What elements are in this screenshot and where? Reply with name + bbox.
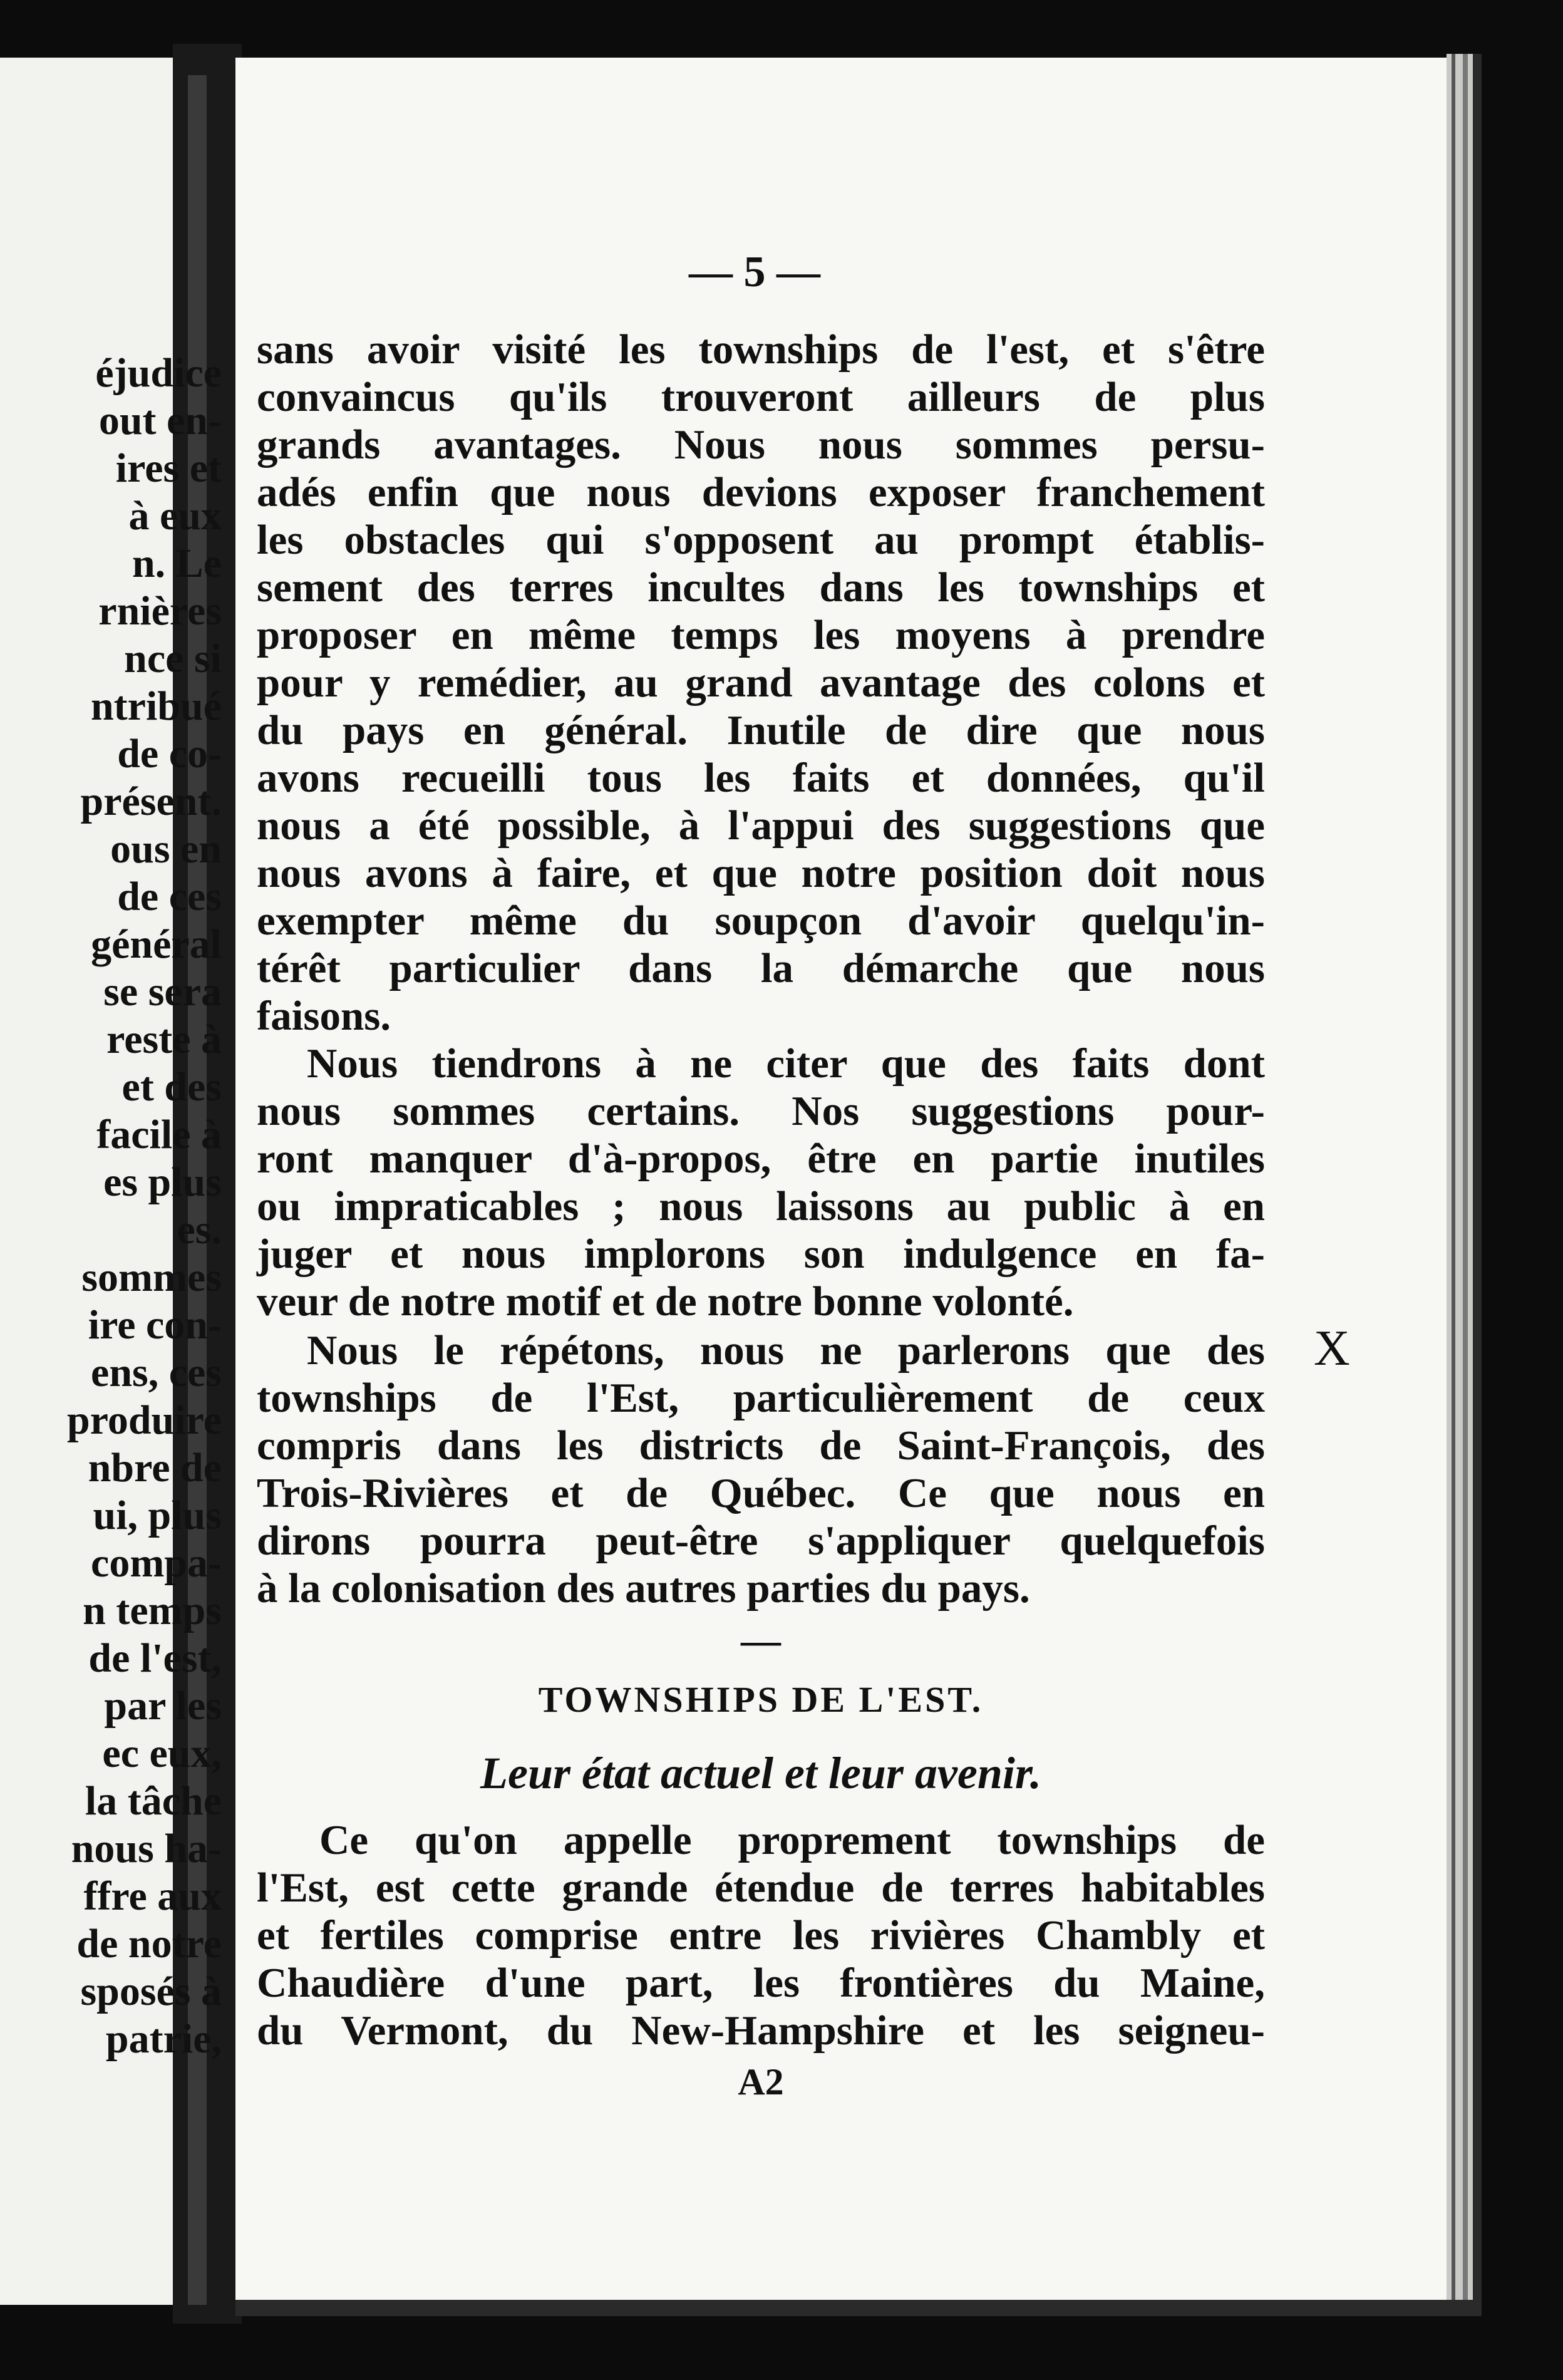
paragraph-1-line: avons recueilli tous les faits et données, qu'il: [257, 755, 1265, 801]
left-line: éjudice: [95, 350, 222, 396]
left-line: sposés à: [80, 1969, 222, 2014]
paragraph-1-line: térêt particulier dans la démarche que nous: [257, 945, 1265, 991]
left-line: n temps: [83, 1588, 222, 1633]
margin-mark: X: [1314, 1321, 1350, 1376]
left-line: par les: [104, 1683, 222, 1729]
left-line: sommes: [81, 1255, 222, 1300]
paragraph-3-line: Trois-Rivières et de Québec. Ce que nous en: [257, 1470, 1265, 1516]
left-line: présent.: [80, 779, 222, 824]
left-line: ui, plus: [93, 1493, 222, 1538]
left-line: produire: [67, 1397, 222, 1443]
left-line: de co-: [117, 731, 222, 777]
paragraph-1-line: grands avantages. Nous nous sommes persu-: [257, 422, 1265, 468]
paragraph-1-line: sement des terres incultes dans les townships et: [257, 564, 1265, 611]
paragraph-4-line: Ce qu'on appelle proprement townships de: [319, 1817, 1265, 1863]
left-line: n. Le: [132, 541, 222, 586]
left-line: se sera: [103, 969, 222, 1015]
section-subtitle: Leur état actuel et leur avenir.: [480, 1748, 1041, 1798]
paragraph-1-line: du pays en général. Inutile de dire que nous: [257, 707, 1265, 753]
left-line: de notre: [76, 1921, 222, 1967]
paragraph-1-line: sans avoir visité les townships de l'est, et s'être: [257, 326, 1265, 373]
paragraph-1-line: convaincus qu'ils trouveront ailleurs de plus: [257, 374, 1265, 420]
section-separator: —: [741, 1618, 781, 1662]
paragraph-1-line: adés enfin que nous devions exposer franchement: [257, 469, 1265, 515]
left-line: patrie,: [105, 2016, 222, 2062]
paragraph-3-line: à la colonisation des autres parties du pays.: [257, 1565, 1030, 1612]
left-line: ntribué: [90, 683, 222, 729]
paragraph-1-line: exempter même du soupçon d'avoir quelqu'in-: [257, 898, 1265, 944]
paragraph-3-line: Nous le répétons, nous ne parlerons que des: [307, 1327, 1265, 1374]
paragraph-2-line: veur de notre motif et de notre bonne volonté.: [257, 1278, 1074, 1325]
left-line: la tâche: [85, 1778, 222, 1824]
paragraph-1-line: les obstacles qui s'opposent au prompt établis-: [257, 517, 1265, 563]
left-line: compa-: [91, 1540, 222, 1586]
section-heading: TOWNSHIPS DE L'EST.: [538, 1679, 984, 1720]
paragraph-1-line: pour y remédier, au grand avantage des colons et: [257, 660, 1265, 706]
left-line: out en-: [98, 398, 222, 443]
left-line: et des: [121, 1064, 222, 1110]
paragraph-3-line: townships de l'Est, particulièrement de ceux: [257, 1375, 1265, 1421]
paragraph-4-line: du Vermont, du New-Hampshire et les seigneu-: [257, 2007, 1265, 2054]
left-line: nbre de: [88, 1445, 222, 1491]
left-line: ffre aux: [83, 1873, 222, 1919]
paragraph-4-line: et fertiles comprise entre les rivières Chambly et: [257, 1912, 1265, 1958]
paragraph-1-line: proposer en même temps les moyens à prendre: [257, 612, 1265, 658]
left-line: de ces: [117, 874, 222, 919]
left-line: ires et: [115, 445, 222, 491]
paragraph-1-line: nous avons à faire, et que notre position doit nous: [257, 850, 1265, 896]
right-page-text: [257, 0, 1284, 2380]
left-line: ens, ces: [91, 1350, 222, 1395]
paragraph-2-line: nous sommes certains. Nos suggestions pour-: [257, 1088, 1265, 1134]
left-line: facile à: [96, 1112, 222, 1157]
left-line: es plus: [103, 1159, 222, 1205]
paragraph-2-line: ou impraticables ; nous laissons au public à en: [257, 1183, 1265, 1229]
paragraph-2-line: Nous tiendrons à ne citer que des faits dont: [307, 1040, 1265, 1087]
left-line: ec eux,: [102, 1731, 222, 1776]
paragraph-2-line: juger et nous implorons son indulgence en fa-: [257, 1231, 1265, 1277]
signature-mark: A2: [738, 2061, 784, 2103]
paragraph-3-line: dirons pourra peut-être s'appliquer quelquefois: [257, 1518, 1265, 1564]
paragraph-3-line: compris dans les districts de Saint-François, des: [257, 1422, 1265, 1469]
left-line: à eux: [128, 493, 222, 539]
left-line: de l'est,: [88, 1635, 222, 1681]
left-line: nce si: [124, 636, 222, 681]
paragraph-4-line: l'Est, est cette grande étendue de terres habitables: [257, 1865, 1265, 1911]
left-line: es.: [177, 1207, 222, 1253]
paragraph-4-line: Chaudière d'une part, les frontières du Maine,: [257, 1960, 1265, 2006]
paragraph-1-line: faisons.: [257, 993, 391, 1039]
left-line: reste à: [106, 1017, 222, 1062]
left-line: rnières: [98, 588, 222, 634]
paragraph-1-line: nous a été possible, à l'appui des suggestions que: [257, 802, 1265, 849]
left-line: ous en: [110, 826, 222, 872]
page-number: — 5 —: [689, 248, 820, 296]
left-page-text: [0, 0, 222, 2380]
left-line: nous ha-: [71, 1826, 222, 1871]
left-line: ire con-: [88, 1302, 222, 1348]
paragraph-2-line: ront manquer d'à-propos, être en partie inutiles: [257, 1136, 1265, 1182]
left-line: général: [91, 921, 222, 967]
